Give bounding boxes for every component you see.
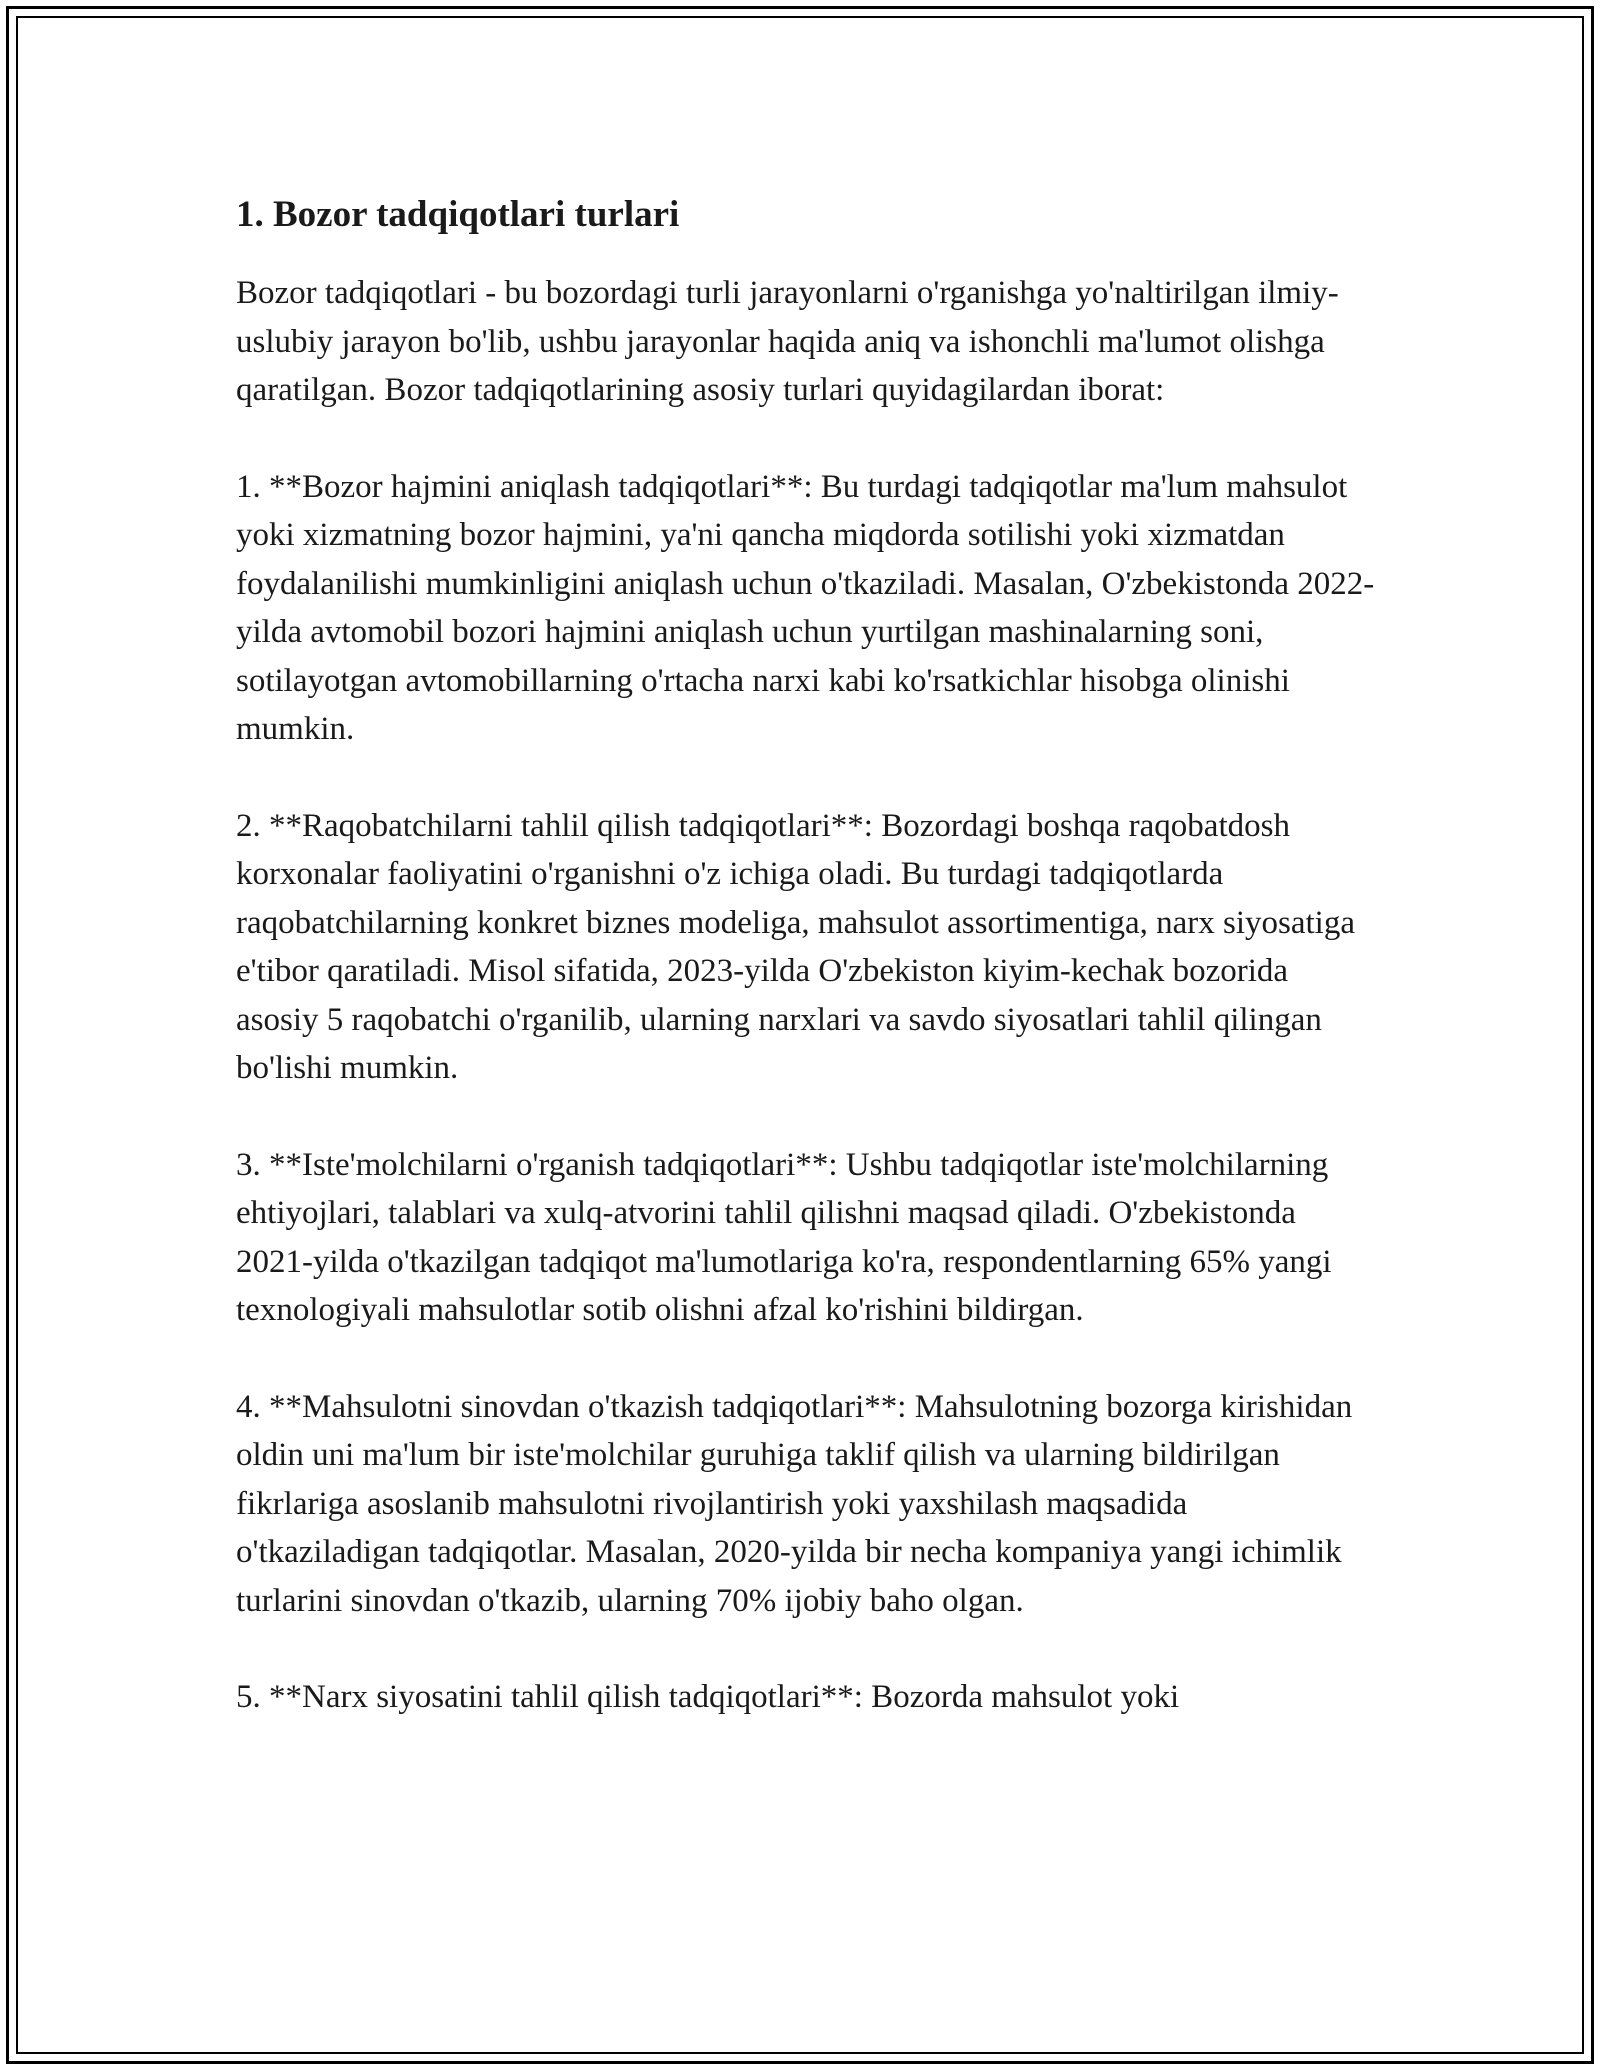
paragraph-intro: Bozor tadqiqotlari - bu bozordagi turli jarayonlarni o'rganishga yo'naltirilgan ilmiy-uslubiy jarayon bo'lib, ushbu jarayonlar haqida aniq va ishonchli ma'lumot olishga qaratilgan. Bozor tadqiqotlarining asosiy turlari quyidagilardan iborat:: [236, 275, 1339, 408]
paragraph-item-5: 5. **Narx siyosatini tahlil qilish tadqiqotlari**: Bozorda mahsulot yoki: [236, 1679, 1180, 1715]
paragraph-item-3: 3. **Iste'molchilarni o'rganish tadqiqotlari**: Ushbu tadqiqotlar iste'molchilarning ehtiyojlari, talablari va xulq-atvorini tahlil qilishni maqsad qiladi. O'zbekistonda 2021-yilda o'tkazilgan tadqiqot ma'lumotlariga ko'ra, respondentlarning 65% yangi texnologiyali mahsulotlar sotib olishni afzal ko'rishini bildirgan.: [236, 1146, 1332, 1328]
paragraph-item-4: 4. **Mahsulotni sinovdan o'tkazish tadqiqotlari**: Mahsulotning bozorga kirishidan oldin uni ma'lum bir iste'molchilar guruhiga taklif qilish va ularning bildirilgan fikrlariga asoslanib mahsulotni rivojlantirish yoki yaxshilash maqsadida o'tkaziladigan tadqiqotlar. Masalan, 2020-yilda bir necha kompaniya yangi ichimlik turlarini sinovdan o'tkazib, ularning 70% ijobiy baho olgan.: [236, 1388, 1353, 1619]
paragraph-item-2: 2. **Raqobatchilarni tahlil qilish tadqiqotlari**: Bozordagi boshqa raqobatdosh korxonalar faoliyatini o'rganishni o'z ichiga oladi. Bu turdagi tadqiqotlarda raqobatchilarning konkret biznes modeliga, mahsulot assortimentiga, narx siyosatiga e'tibor qaratiladi. Misol sifatida, 2023-yilda O'zbekiston kiyim-kechak bozorida asosiy 5 raqobatchi o'rganilib, ularning narxlari va savdo siyosatlari tahlil qilingan bo'lishi mumkin.: [236, 807, 1355, 1086]
document-title: 1. Bozor tadqiqotlari turlari: [236, 194, 680, 235]
document-body: [236, 185, 1376, 1722]
paragraph-item-1: 1. **Bozor hajmini aniqlash tadqiqotlari**: Bu turdagi tadqiqotlar ma'lum mahsulot yoki xizmatning bozor hajmini, ya'ni qancha miqdorda sotilishi yoki xizmatdan foydalanilishi mumkinligini aniqlash uchun o'tkaziladi. Masalan, O'zbekistonda 2022-yilda avtomobil bozori hajmini aniqlash uchun yurtilgan mashinalarning soni, sotilayotgan avtomobillarning o'rtacha narxi kabi ko'rsatkichlar hisobga olinishi mumkin.: [236, 468, 1375, 747]
